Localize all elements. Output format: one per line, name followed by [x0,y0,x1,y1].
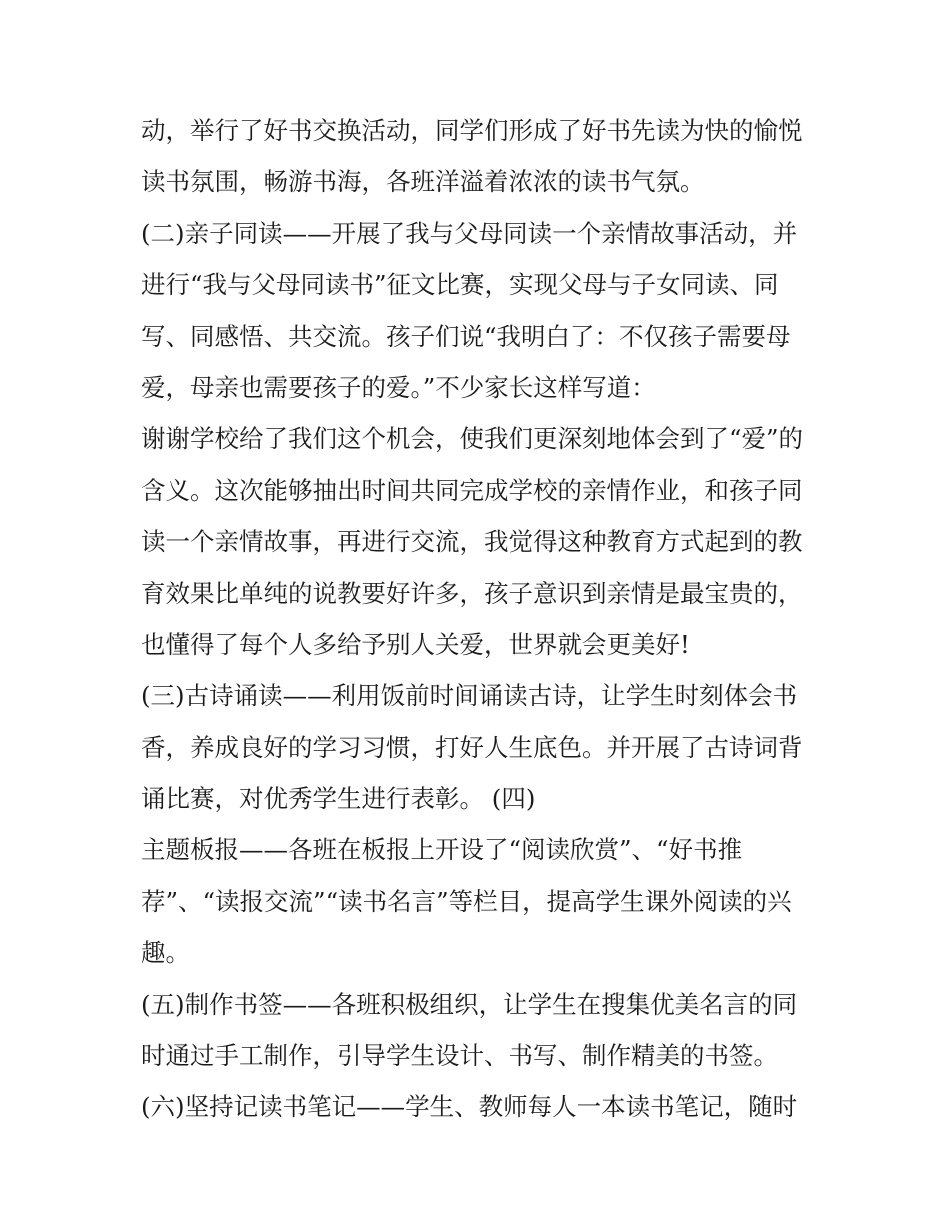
text-line: 时通过手工制作，引导学生设计、书写、制作精美的书签。 [141,1041,778,1071]
text-line: 爱，母亲也需要孩子的爱。”不少家长这样写道： [141,372,656,402]
text-line: 荐”、“读报交流”“读书名言”等栏目，提高学生课外阅读的兴 [141,886,792,916]
text-line: 育效果比单纯的说教要好许多，孩子意识到亲情是最宝贵的， [141,578,803,608]
text-line: 动，举行了好书交换活动，同学们形成了好书先读为快的愉悦 [141,116,803,145]
text-line: 趣。 [141,938,190,968]
text-line: 含义。这次能够抽出时间共同完成学校的亲情作业，和孩子同 [141,475,803,505]
text-line: 主题板报——各班在板报上开设了“阅读欣赏”、“好书推 [141,835,743,865]
text-line: 读一个亲情故事，再进行交流，我觉得这种教育方式起到的教 [141,527,803,557]
text-line: 进行“我与父母同读书”征文比赛，实现父母与子女同读、同 [141,270,779,300]
text-line: 写、同感悟、共交流。孩子们说“我明白了：不仅孩子需要母 [141,321,791,351]
text-line: 香，养成良好的学习习惯，打好人生底色。并开展了古诗词背 [141,732,803,762]
text-line: (六)坚持记读书笔记——学生、教师每人一本读书笔记，随时 [141,1092,798,1122]
text-line: (二)亲子同读——开展了我与父母同读一个亲情故事活动，并 [141,218,798,248]
text-line: 谢谢学校给了我们这个机会，使我们更深刻地体会到了“爱”的 [141,424,804,454]
text-line: 诵比赛，对优秀学生进行表彰。 (四) [141,784,536,814]
text-line: 也懂得了每个人多给予别人关爱，世界就会更美好! [141,629,690,659]
text-line: (三)古诗诵读——利用饭前时间诵读古诗，让学生时刻体会书 [141,681,798,711]
text-line: 读书氛围，畅游书海，各班洋溢着浓浓的读书气氛。 [141,167,705,197]
body-text [141,105,821,1133]
text-line: (五)制作书签——各班积极组织，让学生在搜集优美名言的同 [141,989,798,1019]
